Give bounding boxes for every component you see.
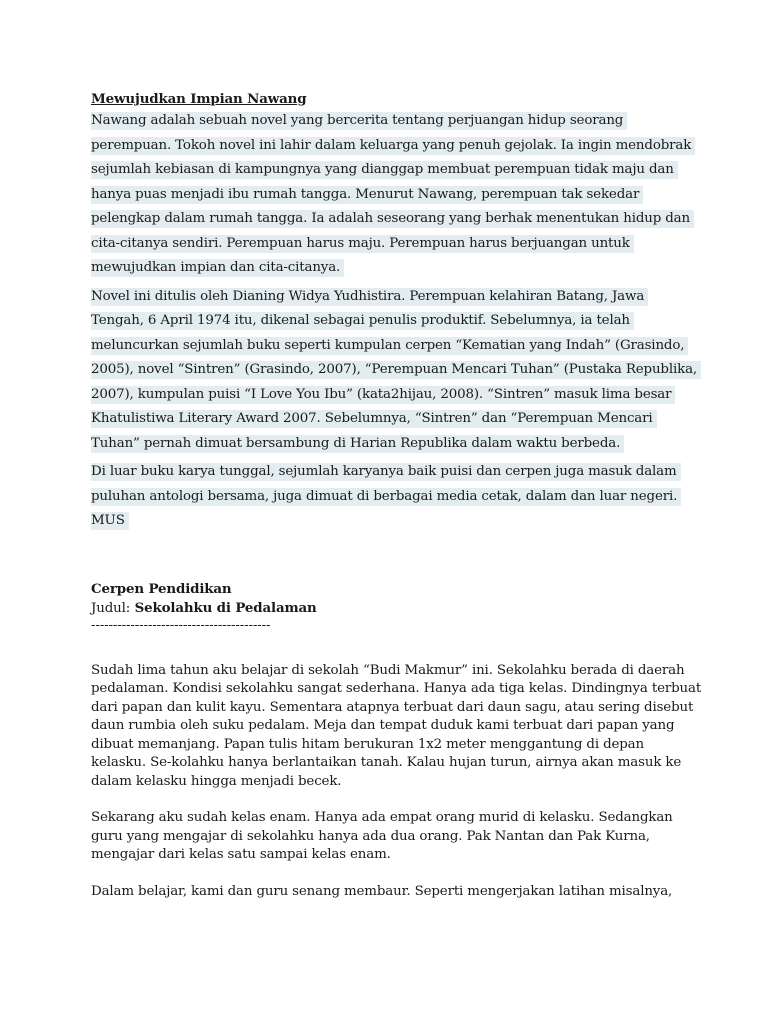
text-line: Di luar buku karya tunggal, sejumlah karyanya baik puisi dan cerpen juga masuk dalam (91, 460, 691, 485)
story-body (91, 662, 702, 902)
text-line: Tengah, 6 April 1974 itu, dikenal sebagai penulis produktif. Sebelumnya, ia telah (91, 309, 691, 334)
text-line: dari papan dan kulit kayu. Sementara atapnya terbuat dari daun sagu, atau sering disebut (91, 699, 694, 715)
text-line: Nawang adalah sebuah novel yang bercerita tentang perjuangan hidup seorang (91, 109, 691, 134)
text-line: Sudah lima tahun aku belajar di sekolah “Budi Makmur” ini. Sekolahku berada di daerah (91, 662, 685, 678)
story-section (91, 580, 702, 919)
article-paragraph (91, 109, 691, 281)
text-line: Tuhan” pernah dimuat bersambung di Harian Republika dalam waktu berbeda. (91, 432, 691, 457)
text-line: MUS (91, 509, 691, 534)
text-line: Novel ini ditulis oleh Dianing Widya Yudhistira. Perempuan kelahiran Batang, Jawa (91, 285, 691, 310)
text-line: mengajar dari kelas satu sampai kelas enam. (91, 847, 391, 862)
text-line: perempuan. Tokoh novel ini lahir dalam keluarga yang penuh gejolak. Ia ingin mendobrak (91, 134, 691, 159)
article-section (91, 90, 698, 538)
divider: ----------------------------------------- (91, 618, 271, 633)
story-paragraph (91, 809, 691, 865)
text-line: dibuat memanjang. Papan tulis hitam berukuran 1x2 meter menggantung di depan (91, 736, 644, 752)
story-title-text: Sekolahku di Pedalaman (130, 599, 317, 616)
story-title-label: Judul: (91, 600, 131, 616)
text-line: Sekarang aku sudah kelas enam. Hanya ada empat orang murid di kelasku. Sedangkan (91, 810, 673, 825)
text-line: dalam kelasku hingga menjadi becek. (91, 773, 342, 789)
text-line: pedalaman. Kondisi sekolahku sangat sederhana. Hanya ada tiga kelas. Dindingnya terbuat (91, 681, 702, 696)
text-line: meluncurkan sejumlah buku seperti kumpulan cerpen “Kematian yang Indah” (Grasindo, (91, 334, 691, 359)
text-line: 2005), novel “Sintren” (Grasindo, 2007), “Perempuan Mencari Tuhan” (Pustaka Republika, (91, 358, 691, 383)
article-title: Mewujudkan Impian Nawang (91, 91, 307, 107)
text-line: sejumlah kebiasan di kampungnya yang dianggap membuat perempuan tidak maju dan (91, 158, 691, 183)
text-line: cita-citanya sendiri. Perempuan harus maju. Perempuan harus berjuangan untuk (91, 232, 691, 257)
article-paragraph (91, 460, 691, 534)
text-line: pelengkap dalam rumah tangga. Ia adalah seseorang yang berhak menentukan hidup dan (91, 207, 691, 232)
text-line: puluhan antologi bersama, juga dimuat di berbagai media cetak, dalam dan luar negeri. (91, 485, 691, 510)
text-line: Khatulistiwa Literary Award 2007. Sebelumnya, “Sintren” dan “Perempuan Mencari (91, 407, 691, 432)
text-line: guru yang mengajar di sekolahku hanya ada dua orang. Pak Nantan dan Pak Kurna, (91, 828, 650, 844)
text-line: hanya puas menjadi ibu rumah tangga. Menurut Nawang, perempuan tak sekedar (91, 183, 691, 208)
text-line: daun rumbia oleh suku pedalam. Meja dan tempat duduk kami terbuat dari papan yang (91, 718, 675, 733)
text-line: mewujudkan impian dan cita-citanya. (91, 256, 691, 281)
story-paragraph (91, 662, 702, 792)
story-title (91, 599, 691, 618)
story-paragraph (91, 883, 691, 902)
text-line: 2007), kumpulan puisi “I Love You Ibu” (kata2hijau, 2008). “Sintren” masuk lima besar (91, 383, 691, 408)
article-paragraph (91, 285, 698, 457)
story-category: Cerpen Pendidikan (91, 581, 232, 597)
text-line: kelasku. Se-kolahku hanya berlantaikan tanah. Kalau hujan turun, airnya akan masuk ke (91, 755, 682, 770)
text-line: Dalam belajar, kami dan guru senang membaur. Seperti mengerjakan latihan misalnya, (91, 883, 673, 899)
